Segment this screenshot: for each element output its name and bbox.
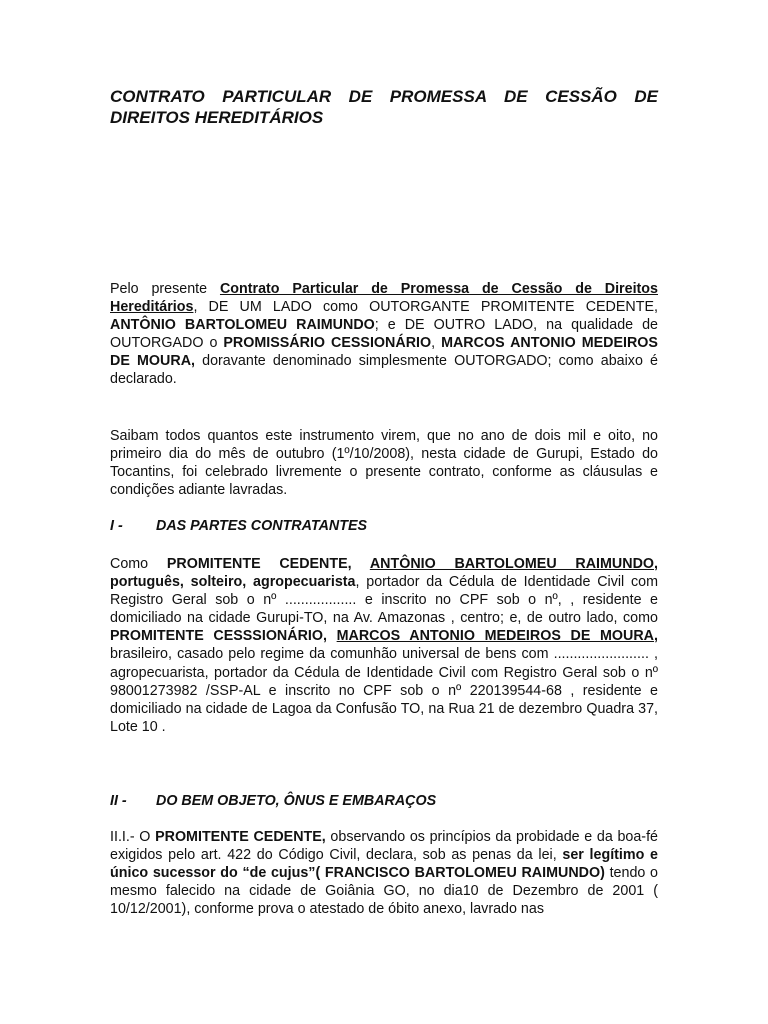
text: tendo o mesmo falecido na cidade de Goiânia GO, no dia10 de Dezembro de 2001 ( 10/12/2001), conforme prova o atestado de óbito anexo, lavrado nas (110, 865, 658, 918)
cedent-name: ANTÔNIO BARTOLOMEU RAIMUNDO (369, 556, 655, 572)
contract-name: Contrato Particular de Promessa de Cessão de Direitos Hereditários (110, 281, 658, 316)
cessionary-role: PROMITENTE CESSSIONÁRIO, (110, 628, 337, 645)
text: Como (110, 556, 167, 572)
text: observando os princípios da probidade e da boa-fé exigidos pelo art. 422 do Código Civil, declara, sob as penas da lei, (110, 829, 658, 864)
document-title: CONTRATO PARTICULAR DE PROMESSA DE CESSÃO DE DIREITOS HEREDITÁRIOS (110, 87, 658, 127)
section-title: DO BEM OBJETO, ÔNUS E EMBARAÇOS (156, 793, 437, 809)
paragraph-date-place: Saibam todos quantos este instrumento virem, que no ano de dois mil e oito, no primeiro dia do mês de outubro (1º/10/2008), nesta cidade de Gurupi, Estado do Tocantins, foi celebrado livremente o presente contrato, conforme as cláusulas e condições adiante lavradas. (110, 428, 658, 499)
text: , (654, 628, 658, 645)
grantor-name: ANTÔNIO BARTOLOMEU RAIMUNDO (110, 317, 375, 334)
text: doravante denominado simplesmente OUTORGADO; como abaixo é declarado. (110, 353, 658, 388)
text: II.I.- O (110, 829, 156, 845)
heir-declaration: ser legítimo e único sucessor do “de cujus”( FRANCISCO BARTOLOMEU RAIMUNDO) (110, 847, 658, 882)
text: brasileiro, casado pelo regime da comunhão universal de bens com ........................ , agropecuarista, portador da Cédula de Identidade Civil com Registro Geral sob o nº 98001273982 /SSP-AL e inscrito no CPF sob o nº 220139544-68 , residente e domiciliado na cidade de Lagoa da Confusão TO, na Rua 21 de dezembro Quadra 37, Lote 10 . (110, 646, 658, 735)
text: , (431, 335, 442, 352)
text: Pelo presente (110, 281, 220, 297)
cessionary-name: MARCOS ANTONIO MEDEIROS DE MOURA (336, 628, 655, 645)
section-number: II - (110, 793, 127, 809)
cedent-details: , português, solteiro, agropecuarista (110, 556, 659, 591)
paragraph-object (110, 828, 658, 918)
section-heading-parties (110, 517, 658, 535)
section-heading-object (110, 792, 658, 810)
paragraph-parties (110, 555, 658, 736)
text: , portador da Cédula de Identidade Civil com Registro Geral sob o nº .................. e inscrito no CPF sob o nº, , residente e domiciliado na cidade Gurupi-TO, na Av. Amazonas , centro; e, de outro lado, como (110, 574, 658, 627)
grantee-role: PROMISSÁRIO CESSIONÁRIO (223, 335, 432, 352)
text: ; e DE OUTRO LADO, na qualidade de OUTORGADO o (110, 317, 659, 352)
cedent-role: PROMITENTE CEDENTE, (155, 829, 326, 845)
section-number: I - (110, 518, 123, 534)
paragraph-intro (110, 280, 658, 389)
text: , DE UM LADO como OUTORGANTE PROMITENTE CEDENTE, (193, 299, 658, 316)
section-title: DAS PARTES CONTRATANTES (156, 518, 368, 534)
grantee-name: MARCOS ANTONIO MEDEIROS DE MOURA, (110, 335, 658, 370)
cedent-role: PROMITENTE CEDENTE, (166, 556, 370, 572)
